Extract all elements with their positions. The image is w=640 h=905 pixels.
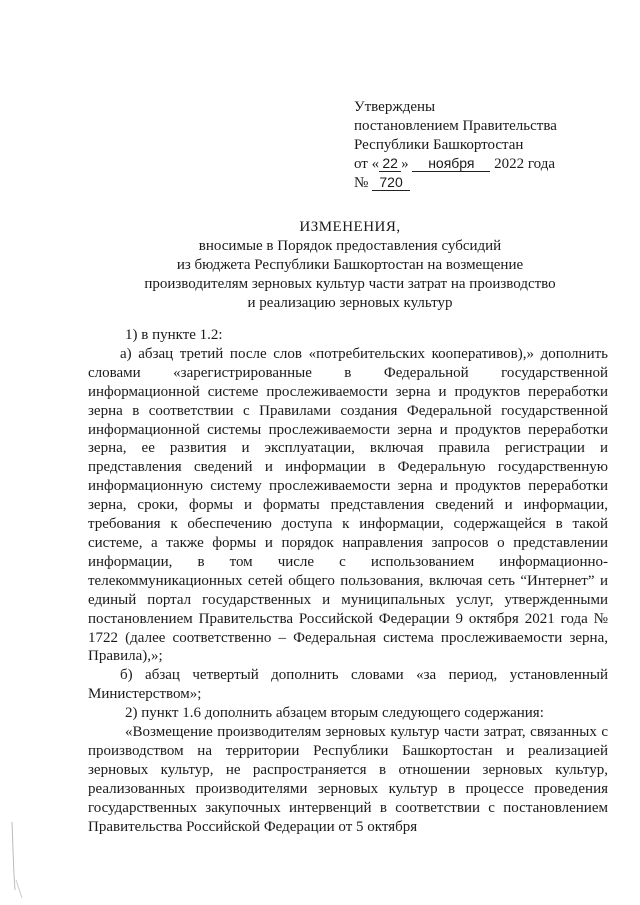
title-line-4: и реализацию зерновых культур xyxy=(247,295,453,311)
approval-line-1: Утверждены xyxy=(354,99,436,115)
date-mid: » xyxy=(401,156,409,172)
paragraph-item-2: 2) пункт 1.6 дополнить абзацем вторым следующего содержания: xyxy=(125,705,544,722)
approval-stamp xyxy=(354,98,557,193)
date-prefix: от « xyxy=(354,156,380,172)
title-line-1: вносимые в Порядок предоставления субсидий xyxy=(198,238,502,254)
number-prefix: № xyxy=(354,175,369,191)
paragraph-quote: «Возмещение производителям зерновых культур части затрат, связанных с производством на территории Республики Башкортостан и реализацией зерновых культур, не распространяется в отношении зерновых культур, реализованных производителями зерновых культур в процессе проведения государственных закупочных интервенций в соответствии с постановлением Правительства Российской Федерации от 5 октября xyxy=(88,724,608,835)
title-line-2: из бюджета Республики Башкортостан на возмещение xyxy=(176,257,524,273)
paragraph-item-1: 1) в пункте 1.2: xyxy=(125,327,223,343)
paragraph-subitem-a: а) абзац третий после слов «потребительских кооперативов),» дополнить словами «зарегистрированные в Федеральной государственной информационной системе прослеживаемости зерна и продуктов переработки зерна в соответствии с Правилами создания Федеральной государственной информационной системы прослеживаемости зерна и продуктов переработки зерна, ее развития и эксплуатации, включая правила регистрации и представления сведений и информации в Федеральную государственную информационную систему прослеживаемости зерна и продуктов переработки зерна, сроки, формы и форматы представления сведений и информации, требования к обеспечению доступа к информации, содержащейся в такой системе, а также формы и порядок направления запросов о представлении информации, в том числе с использованием информационно-телекоммуникационных сетей общего пользования, включая сеть “Интернет” и единый портал государственных и муниципальных услуг, утвержденными постановлением Правительства Российской Федерации 9 октября 2021 года № 1722 (далее соответственно – Федеральная система прослеживаемости зерна, Правила),»; xyxy=(88,345,608,665)
approval-line-3: Республики Башкортостан xyxy=(354,137,524,153)
paragraph-subitem-b: б) абзац четвертый дополнить словами «за период, установленный Министерством»; xyxy=(88,667,608,703)
date-year: 2022 года xyxy=(494,156,555,172)
date-day: 22 xyxy=(379,156,401,172)
approval-number xyxy=(354,174,557,193)
date-month: ноября xyxy=(412,156,490,172)
document-title xyxy=(70,218,630,313)
title-heading: ИЗМЕНЕНИЯ, xyxy=(299,219,401,235)
title-line-3: производителям зерновых культур части затрат на производство xyxy=(144,276,556,292)
approval-line-2: постановлением Правительства xyxy=(354,118,557,134)
document-body xyxy=(88,326,608,836)
number-value: 720 xyxy=(372,175,410,191)
scan-artifact-mark xyxy=(4,820,24,900)
approval-date xyxy=(354,155,557,174)
